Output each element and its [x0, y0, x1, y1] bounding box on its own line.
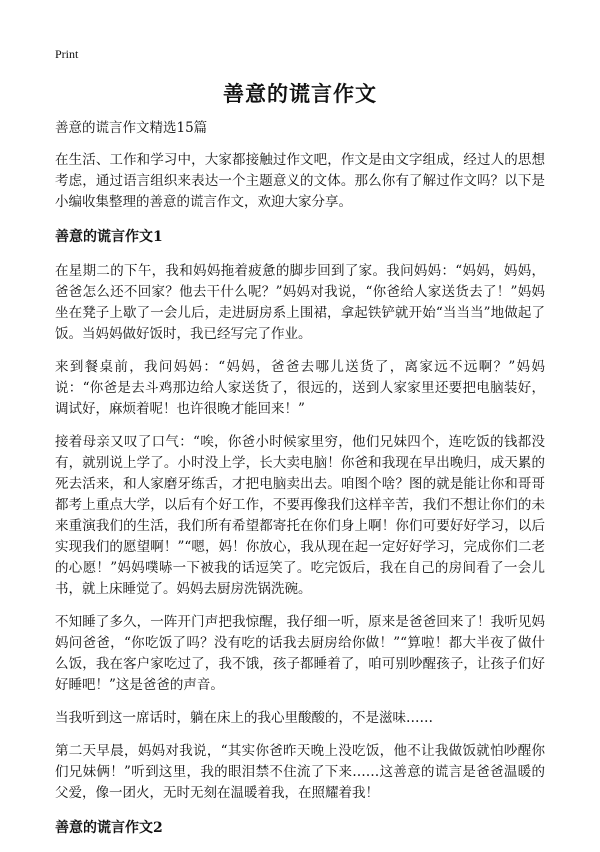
document-body	[55, 118, 545, 852]
section-paragraph: 不知睡了多久，一阵开门声把我惊醒，我仔细一听，原来是爸爸回来了！我听见妈妈问爸爸，“你吃饭了吗？没有吃的话我去厨房给你做！”“算啦！都大半夜了做什么饭，我在客户家吃过了，我不饿，孩子都睡着了，咱可别吵醒孩子，让孩子们好好睡吧！”这是爸爸的声音。	[55, 614, 545, 693]
section-heading: 善意的谎言作文1	[55, 229, 163, 245]
section-paragraph: 接着母亲又叹了口气：“唉，你爸小时候家里穷，他们兄妹四个，连吃饭的钱都没有，就别说上学了。小时没上学，长大卖电脑！你爸和我现在早出晚归，成天累的死去活来，和人家磨牙练舌，才把电脑卖出去。咱图个啥？图的就是能让你和哥哥都考上重点大学，以后有个好工作，不要再像我们这样辛苦，我们不想让你们的未来重演我们的生活，我们所有希望都寄托在你们身上啊！你们可要好好学习，以后实现我们的愿望啊！”“嗯，妈！你放心，我从现在起一定好好学习，完成你们二老的心愿！”妈妈噗哧一下被我的话逗笑了。吃完饭后，我在自己的房间看了一会儿书，就上床睡觉了。妈妈去厨房洗锅洗碗。	[55, 434, 545, 597]
page-title: 善意的谎言作文	[223, 81, 377, 106]
print-label: Print	[55, 47, 79, 61]
section-paragraph: 在星期二的下午，我和妈妈拖着疲惫的脚步回到了家。我问妈妈：“妈妈，妈妈，爸爸怎么还不回家？他去干什么呢？”妈妈对我说，“你爸给人家送货去了！”妈妈坐在凳子上歇了一会儿后，走进厨房系上围裙，拿起铁铲就开始“当当当”地做起了饭。当妈妈做好饭时，我已经写完了作业。	[55, 263, 545, 342]
intro-paragraph: 在生活、工作和学习中，大家都接触过作文吧，作文是由文字组成，经过人的思想考虑，通过语言组织来表达一个主题意义的文体。那么你有了解过作文吗？以下是小编收集整理的善意的谎言作文，欢迎大家分享。	[55, 152, 545, 210]
section-heading: 善意的谎言作文2	[55, 820, 163, 836]
section-paragraph: 当我听到这一席话时，躺在床上的我心里酸酸的，不是滋味……	[55, 710, 433, 726]
section-paragraph: 第二天早晨，妈妈对我说，“其实你爸昨天晚上没吃饭，他不让我做饭就怕吵醒你们兄妹俩！”听到这里，我的眼泪禁不住流了下来……这善意的谎言是爸爸温暖的父爱，像一团火，无时无刻在温暖着我，在照耀着我！	[55, 743, 545, 801]
section-paragraph: 来到餐桌前，我问妈妈：“妈妈，爸爸去哪儿送货了，离家远不远啊？”妈妈说：“你爸是去斗鸡那边给人家送货了，很远的，送到人家家里还要把电脑装好，调试好，麻烦着呢！也许很晚才能回来！”	[55, 359, 545, 417]
document-subtitle: 善意的谎言作文精选15篇	[55, 120, 208, 136]
